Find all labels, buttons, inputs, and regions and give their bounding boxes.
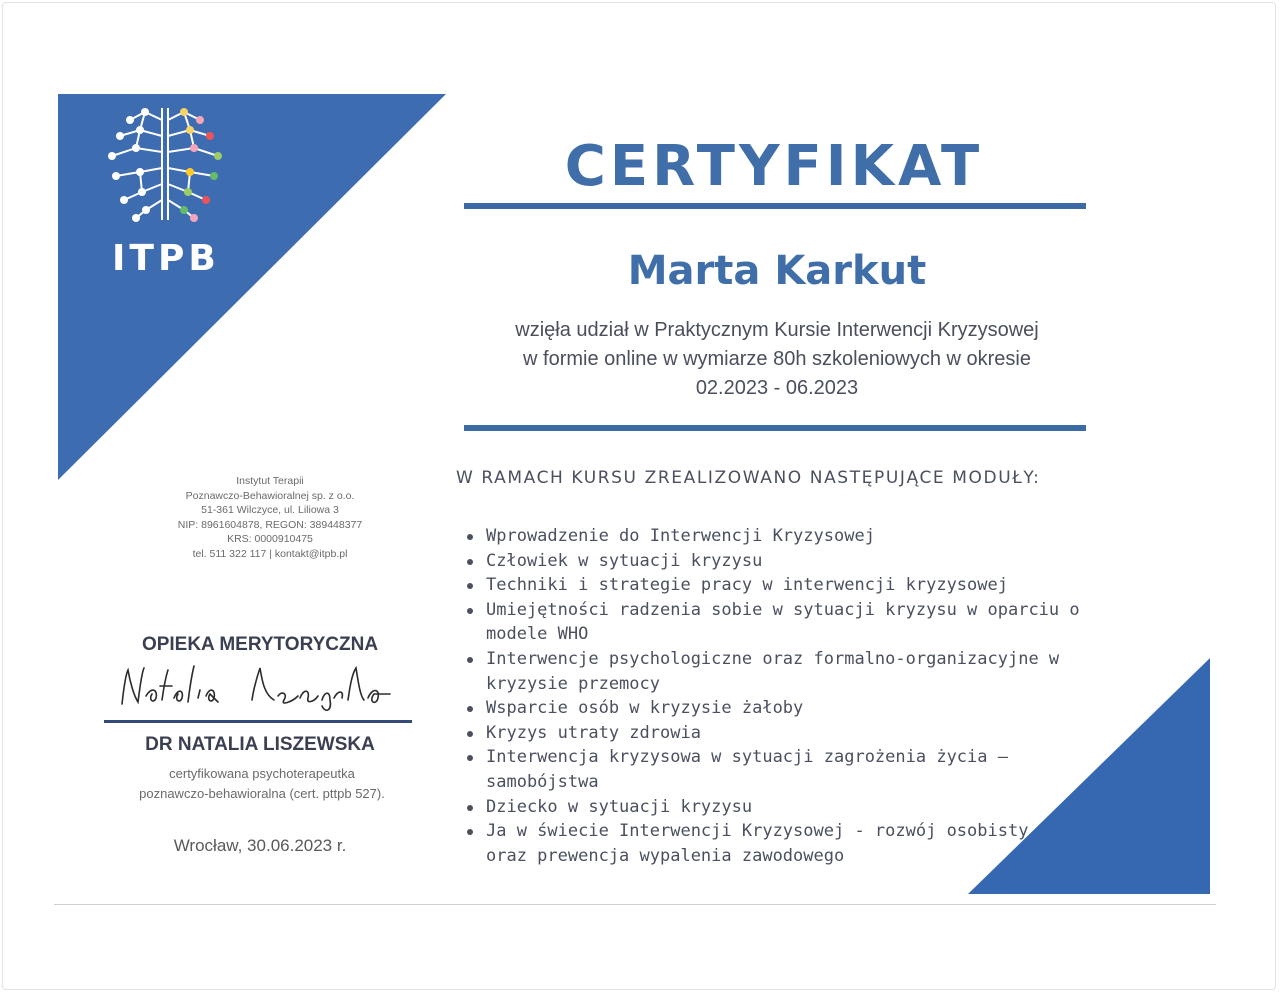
handwritten-signature	[112, 656, 412, 716]
module-item	[466, 696, 1086, 721]
brain-network-icon	[100, 100, 230, 230]
certificate-title: CERTYFIKAT	[564, 134, 984, 199]
address-line: tel. 511 322 117 | kontakt@itpb.pl	[192, 547, 348, 560]
address-line: Instytut Terapii	[236, 475, 304, 487]
module-item	[466, 795, 1086, 820]
credential-line: certyfikowana psychoterapeutka	[169, 766, 355, 781]
module-text: Umiejętności radzenia sobie w sytuacji kryzysu w oparciu o	[486, 599, 1080, 620]
module-text: Człowiek w sytuacji kryzysu	[486, 550, 763, 571]
module-text: samobójstwa	[486, 771, 599, 792]
module-text: oraz prewencja wypalenia zawodowego	[486, 845, 845, 866]
module-item	[466, 819, 1086, 868]
description-line: wzięła udział w Praktycznym Kursie Interwencji Kryzysowej	[515, 319, 1039, 341]
divider-top	[464, 203, 1086, 209]
course-description	[466, 316, 1088, 403]
module-text: Interwencja kryzysowa w sytuacji zagrożenia życia –	[486, 747, 1008, 768]
module-item	[466, 573, 1086, 598]
module-text: Interwencje psychologiczne oraz formalno-organizacyjne w	[486, 648, 1060, 669]
module-item	[466, 721, 1086, 746]
module-text: Techniki i strategie pracy w interwencji kryzysowej	[486, 575, 1008, 596]
address-line: KRS: 0000910475	[227, 533, 313, 545]
place-date: Wrocław, 30.06.2023 r.	[173, 836, 347, 855]
module-text: Kryzys utraty zdrowia	[486, 722, 701, 743]
module-text: Wprowadzenie do Interwencji Kryzysowej	[486, 526, 875, 546]
modules-list	[466, 524, 1086, 868]
recipient-name: Marta Karkut	[627, 248, 927, 294]
module-item	[466, 524, 1086, 549]
credential-line: poznawczo-behawioralna (cert. pttpb 527).	[139, 786, 385, 801]
description-line: 02.2023 - 06.2023	[695, 377, 859, 399]
address-line: 51-361 Wilczyce, ul. Liliowa 3	[201, 504, 339, 516]
doctor-name: DR NATALIA LISZEWSKA	[145, 734, 375, 755]
supervision-heading: OPIEKA MERYTORYCZNA	[141, 634, 379, 655]
description-line: w formie online w wymiarze 80h szkoleniowych w okresie	[523, 348, 1031, 370]
module-item	[466, 647, 1086, 696]
module-text: kryzysie przemocy	[486, 673, 660, 694]
module-text: Wsparcie osób w kryzysie żałoby	[486, 698, 804, 719]
module-text: modele WHO	[486, 624, 589, 645]
module-item	[466, 549, 1086, 574]
module-text: Ja w świecie Interwencji Kryzysowej - rozwój osobisty	[486, 821, 1029, 842]
divider-bottom	[464, 425, 1086, 431]
address-line: NIP: 8961604878, REGON: 389448377	[177, 518, 363, 531]
address-line: Poznawczo-Behawioralnej sp. z o.o.	[185, 489, 355, 502]
doctor-credentials	[84, 764, 440, 804]
modules-heading: W RAMACH KURSU ZREALIZOWANO NASTĘPUJĄCE MODUŁY:	[456, 468, 1041, 488]
module-text: Dziecko w sytuacji kryzysu	[486, 796, 753, 817]
company-address	[120, 474, 420, 561]
module-item	[466, 745, 1086, 794]
module-item	[466, 598, 1086, 647]
logo-wordmark: ITPB	[112, 238, 220, 279]
signature-line	[104, 720, 412, 723]
